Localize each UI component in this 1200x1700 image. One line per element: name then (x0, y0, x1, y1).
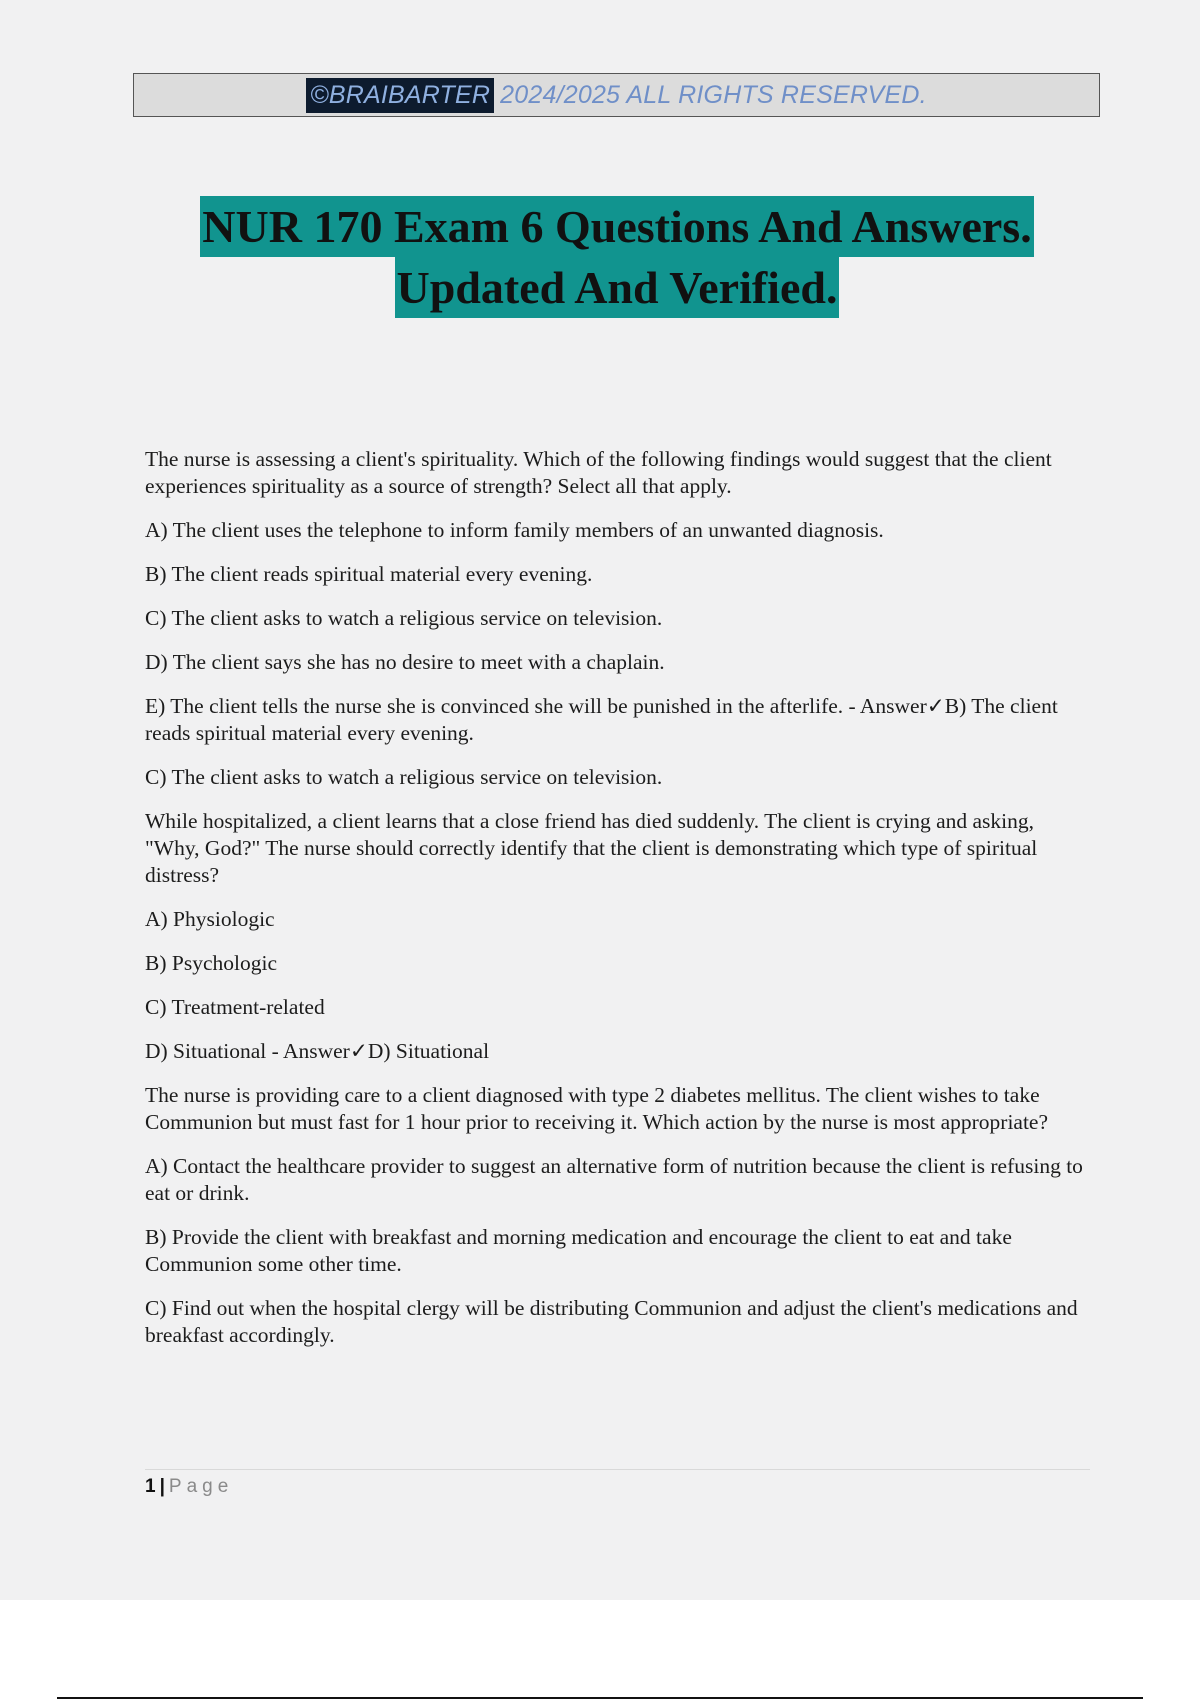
question-1-option-e-answer: E) The client tells the nurse she is convinced she will be punished in the afterlife. - Answer✓B) The client reads spiritual material every evening. (145, 694, 1058, 745)
question-2-option-a: A) Physiologic (145, 907, 275, 931)
question-1-option-b: B) The client reads spiritual material every evening. (145, 562, 593, 586)
question-2-option-b: B) Psychologic (145, 951, 277, 975)
question-1-option-d: D) The client says she has no desire to meet with a chaplain. (145, 650, 665, 674)
question-2-option-d-answer: D) Situational - Answer✓D) Situational (145, 1039, 490, 1063)
question-1-answer-continued: C) The client asks to watch a religious service on television. (145, 765, 663, 789)
title-line-2: Updated And Verified. (395, 257, 840, 318)
question-3-option-c: C) Find out when the hospital clergy will be distributing Communion and adjust the client's medications and breakfast accordingly. (145, 1296, 1078, 1347)
watermark-rights: 2024/2025 ALL RIGHTS RESERVED. (500, 80, 927, 109)
title-line-1: NUR 170 Exam 6 Questions And Answers. (200, 196, 1033, 257)
question-3-option-b: B) Provide the client with breakfast and morning medication and encourage the client to eat and take Communion some other time. (145, 1225, 1012, 1276)
question-3-option-a: A) Contact the healthcare provider to suggest an alternative form of nutrition because the client is refusing to eat or drink. (145, 1154, 1083, 1205)
page-separator: | (159, 1476, 165, 1497)
question-2-stem: While hospitalized, a client learns that a close friend has died suddenly. The client is crying and asking, "Why, God?" The nurse should correctly identify that the client is demonstrating which type of spiritual distress? (145, 809, 1038, 887)
document-body (145, 446, 1090, 1366)
question-2-option-c: C) Treatment-related (145, 995, 325, 1019)
page-label: Page (168, 1476, 234, 1497)
document-title (0, 196, 1200, 318)
question-3-stem: The nurse is providing care to a client diagnosed with type 2 diabetes mellitus. The client wishes to take Communion but must fast for 1 hour prior to receiving it. Which action by the nurse is most appropriate? (145, 1083, 1049, 1134)
question-1-option-a: A) The client uses the telephone to inform family members of an unwanted diagnosis. (145, 518, 884, 542)
question-1-stem: The nurse is assessing a client's spirituality. Which of the following findings would suggest that the client experiences spirituality as a source of strength? Select all that apply. (145, 447, 1052, 498)
watermark-brand: ©BRAIBARTER (306, 78, 494, 113)
page-footer (145, 1469, 1090, 1498)
question-1-option-c: C) The client asks to watch a religious service on television. (145, 606, 663, 630)
page-number: 1 (145, 1476, 156, 1497)
bottom-divider (57, 1697, 1143, 1699)
watermark-banner (133, 73, 1100, 117)
